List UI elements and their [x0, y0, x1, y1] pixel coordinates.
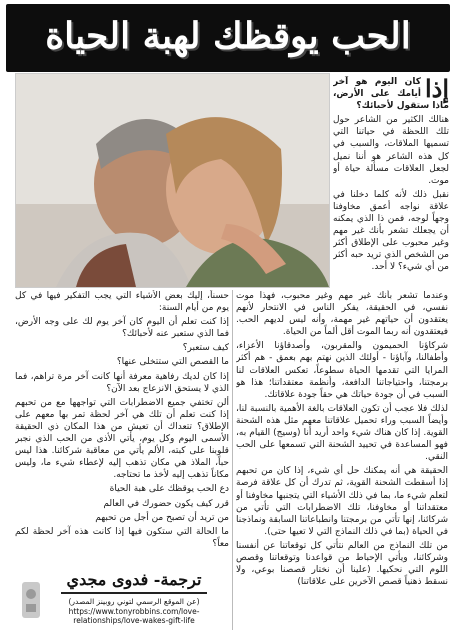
paragraph: كيف ستعبر؟ — [182, 343, 229, 354]
paragraph: لذلك فلا عجب أن تكون العلاقات بالغة الأهمية بالنسبة لنا، وأيضاً السبب وراء تحميل علاقاتنا معهم مثل هذه الشحنة القوية. إذا كان هناك شيء واحد أريد أنا (وسيج) القيام به، فهو المساعدة في تحييد الشحنة التي تسمعها على الحب النقي. — [236, 403, 448, 463]
article-column-right — [333, 76, 449, 288]
couple-photo — [15, 73, 330, 288]
article-headline: الحب يوقظك لهبة الحياة — [45, 15, 411, 57]
paragraph: ما القصص التي ستتخلى عنها؟ — [116, 357, 229, 368]
paragraph: الحقيقة هي أنه يمكنك حل أي شيء، إذا كان من تحبهم إذا أسقطت الشحنة القوية، ثم تدرك أن كل علاقة فرصة لتعلم شيء ما، بما في ذلك الأشياء التي يتجنبها مخاوفنا أو معتقداتنا أو مخاوفنا، تلك الاضطرابات التي تأتي من شركائنا، إنها تأتي من برمجتنا وانطباعاتنا السابقة ونماذجنا في الحياة (بما في ذلك النماذج التي لا تعيها حتى). — [236, 466, 448, 537]
paragraph: هنالك الكثير من الشاعر حول تلك اللحظة في حياتنا التي تسميها الملاقات، والسبب في كل هذه الشاعر هو أننا نميل لجعل العلاقات مسألة حياة أو موت. — [333, 115, 449, 186]
article-column-left — [15, 290, 229, 558]
paragraph: حسناً، إليك بعض الأشياء التي يجب التفكير فيها في كل يوم من أيام السنة: — [15, 291, 229, 314]
headline-banner — [6, 4, 450, 72]
paragraph: نقبل ذلك لأنه كلما دخلنا في علاقة نواجه أعمق مخاوفنا وجهاً لوجه، فمن ذا الذي يمكنه أن يجعلك تشعر بأنك غير مهم وغير محبوب على الإطلاق أكثر من الشخص الذي تريد حبه أكثر من أي شيء؟ لا أحد. — [333, 189, 449, 273]
dropcap: إذا — [424, 76, 449, 103]
paragraph: شركاؤنا الحميمون والمقربون، وأصدقاؤنا الأعزاء، وأطفالنا، وآباؤنا - أولئك الذين نهتم بهم بعمق - هم أكثر المرايا التي تقدمها الحياة سطوعاً، تعكس العلاقات لنا برمجتنا، واحتياجاتنا الدافعة، وأنظمة معتقداتنا؛ هذا هو السبب في أن جودة حياتك هي حقاً جودة علاقاتك. — [236, 341, 448, 400]
paragraph: ما الحالة التي ستكون فيها إذا كانت هذه آخر لحظة لكم معاً؟ — [15, 526, 229, 549]
paragraph: قرر كيف يكون حضورك في العالم — [103, 498, 229, 509]
source-note: (عن الموقع الرسمي لتوني روبينز المصدر) — [68, 597, 200, 606]
article-column-bottom-right — [236, 290, 448, 630]
paragraph: إذا كان لديك رفاهية معرفة أنها كانت آخر مرة تراهم، فما الذي لا يستحق الانزعاج بعد الآن؟ — [15, 371, 229, 394]
paragraph: ألن تختفي جميع الاضطرابات التي تواجهها مع من تحبهم إذا كنت تعلم أن تلك هي آخر لحظة تمر بها معهم على الإطلاق؟ تتعداك أن تعيش من هذا المكان ذي الحقيقة الأسمى اليوم وكل يوم، يأتي الأذى من الحب الذي نجبر قلوبنا على كبته، الألم يأتي من معاقبة شركائنا. هذا ليس حباً، الملاذ هي مكان تذهب إليه لإعطاء شيء ما، وليس مكاناً تذهب إليه لأخذ ما تحتاجه. — [15, 397, 229, 481]
translator-credit — [44, 570, 224, 625]
column-divider — [232, 290, 233, 630]
source-url[interactable]: https://www.tonyrobbins.com/love-relationships/love-wakes-gift-life — [68, 607, 200, 625]
couple-embrace-image — [16, 74, 329, 287]
paragraph: من تريد أن تصبح من أجل من تحبهم — [95, 512, 229, 523]
lead-paragraph: كان اليوم هو آخر أيامك على الأرض، ماذا ستقول لأحبائك؟ — [333, 77, 449, 112]
translator-name: ترجمة- فدوى مجدي — [61, 570, 208, 594]
publication-logo-icon — [18, 576, 44, 624]
paragraph: وعندما تشعر بأنك غير مهم وغير محبوب، فهذا موت نفسي، في الحقيقة، يفكر الناس في الانتحار لأنهم يعتقدون أن حياتهم غير مهمة، وأنه ليس لديهم الحب. فيعتقدون أنه ربما الموت أقل ألماً من الحياة. — [236, 291, 448, 338]
paragraph: من تلك النماذج من العالم نتأتي كل توقعاتنا عن أنفسنا وشركائنا، ويأتي الإحباط من قواعدنا وتوقعاتنا وقصص اللوم التي نحكيها. (علينا أن نختار قصصنا بوعي، ولا نسقط ذهنياً قصص الآخرين على علاقاتنا) — [236, 540, 448, 588]
paragraph: دع الحب يوقظك على هبة الحياة — [109, 484, 229, 495]
paragraph: إذا كنت تعلم أن اليوم كان آخر يوم لك على وجه الأرض، فما الذي ستعبر عنه لأحبائك؟ — [15, 317, 229, 340]
